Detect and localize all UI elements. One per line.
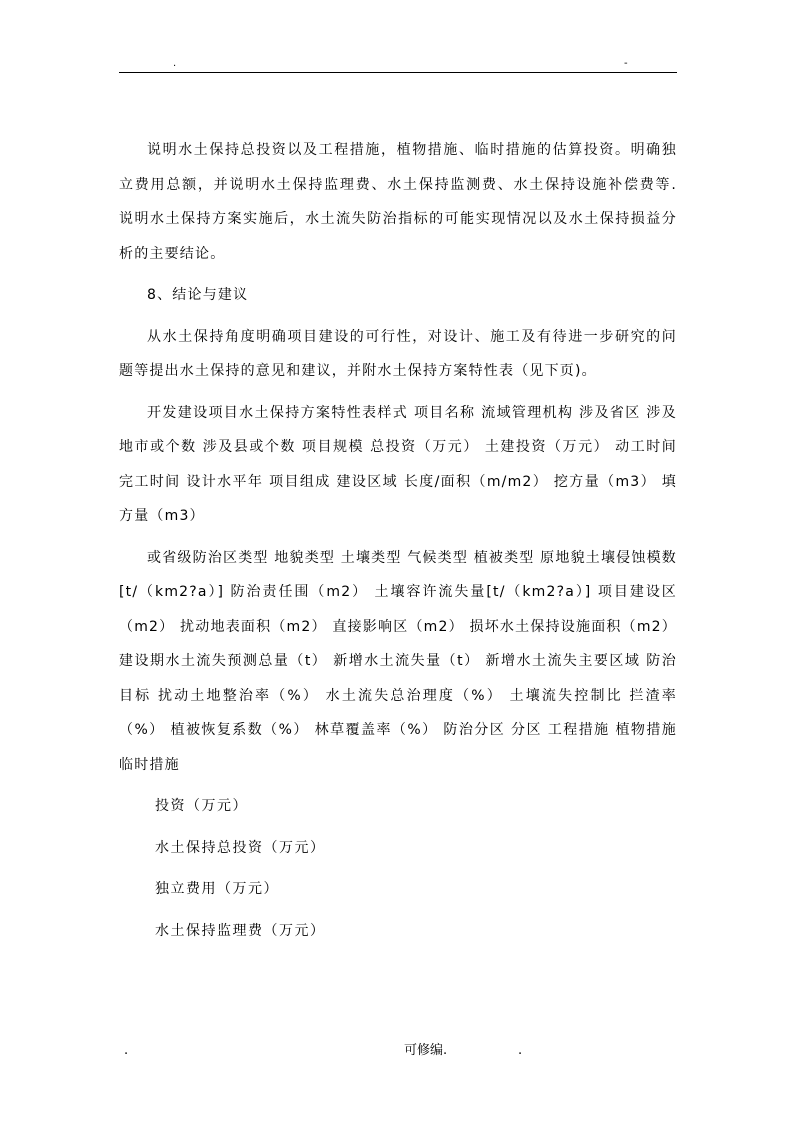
footer-editable-dot: . <box>443 1043 448 1058</box>
paragraph-feature-table-part2: 或省级防治区类型 地貌类型 土壤类型 气候类型 植被类型 原地貌土壤侵蚀模数[t/（km2?a）] 防治责任围（m2） 土壤容许流失量[t/（km2?a）] 项目建设区（m2） 扰动地表面积（m2） 直接影响区（m2） 损坏水土保持设施面积（m2） 建设期水土流失预测总量（t） 新增水土流失量（t） 新增水土流失主要区域 防治目标 扰动土地整治率（%） 水土流失总治理度（%） 土壤流失控制比 拦渣率（%） 植被恢复系数（%） 林草覆盖率（%） 防治分区 分区 工程措施 植物措施 临时措施 <box>119 549 677 773</box>
paragraph-conclusions: 从水土保持角度明确项目建设的可行性，对设计、施工及有待进一步研究的问题等提出水土保持的意见和建议，并附水土保持方案特性表（见下页)。 <box>119 328 677 379</box>
line-supervision-fee: 水土保持监理费（万元） <box>155 922 326 939</box>
paragraph-investment-summary: 说明水土保持总投资以及工程措施，植物措施、临时措施的估算投资。明确独立费用总额，并说明水土保持监理费、水土保持监测费、水土保持设施补偿费等. 说明水土保持方案实施后，水土流失防治指标的可能实现情况以及水土保持损益分析的主要结论。 <box>119 142 677 262</box>
section-heading-conclusions: 8、结论与建议 <box>147 287 249 303</box>
footer-right-mark: . <box>518 1043 523 1058</box>
document-body <box>119 133 677 948</box>
header-left-mark: . <box>173 58 177 69</box>
line-independent-cost: 独立费用（万元） <box>155 881 279 897</box>
line-total-investment: 水土保持总投资（万元） <box>155 839 326 856</box>
line-investment: 投资（万元） <box>155 798 248 814</box>
header-rule <box>119 72 677 73</box>
footer-editable-text: 可修编 <box>404 1043 444 1058</box>
header-right-mark: - <box>624 58 628 69</box>
footer-editable-note <box>404 1043 447 1059</box>
footer-left-mark: . <box>124 1043 129 1058</box>
paragraph-feature-table-part1: 开发建设项目水土保持方案特性表样式 项目名称 流域管理机构 涉及省区 涉及地市或个数 涉及县或个数 项目规模 总投资（万元） 土建投资（万元） 动工时间 完工时间 设计水平年 项目组成 建设区域 长度/面积（m/m2） 挖方量（m3） 填方量（m3） <box>119 404 677 524</box>
